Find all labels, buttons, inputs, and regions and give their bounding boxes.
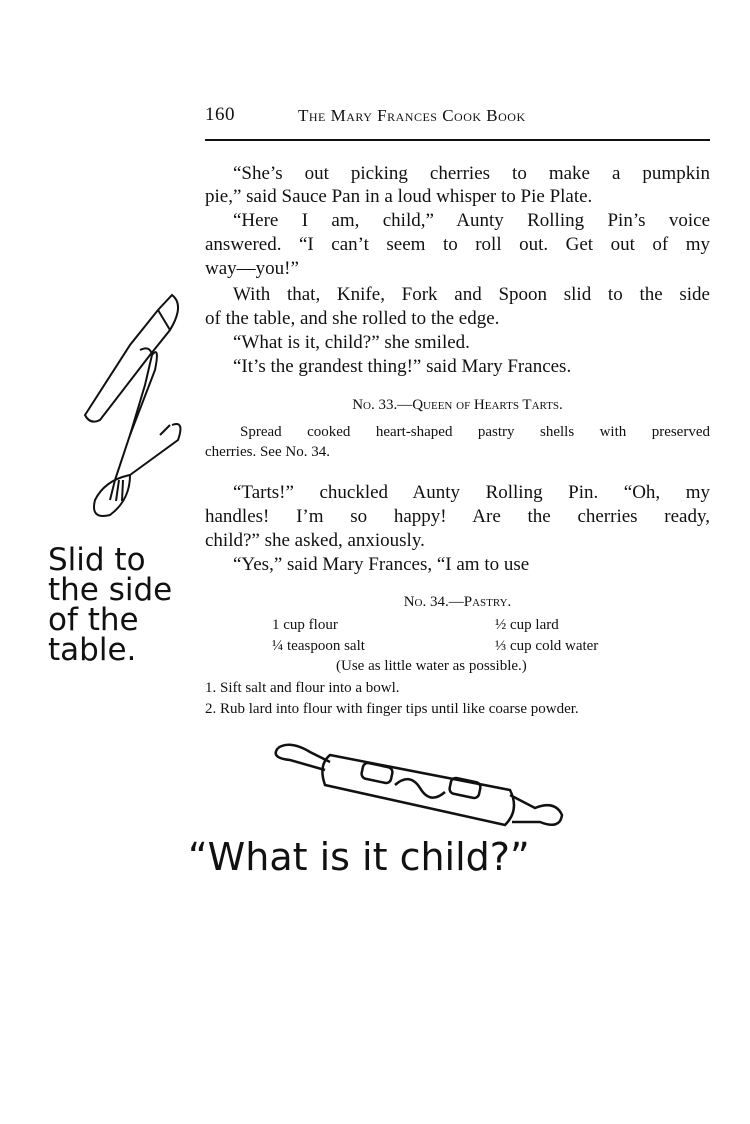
recipe-step: 1. Sift salt and flour into a bowl.: [205, 680, 400, 696]
recipe-34-title: No. 34.—Pastry.: [403, 594, 512, 610]
recipe-note: (Use as little water as possible.): [336, 658, 527, 674]
body-line: “It’s the grandest thing!” said Mary Frances.: [233, 356, 572, 377]
body-line: of the table, and she rolled to the edge.: [205, 308, 500, 329]
caption-line: the side: [48, 572, 173, 608]
recipe-33-line: Spread cooked heart-shaped pastry shells with preserved: [240, 424, 710, 440]
body-line: pie,” said Sauce Pan in a loud whisper to Pie Plate.: [205, 186, 593, 207]
ingredient: ¼ teaspoon salt: [272, 638, 365, 654]
recipe-33-title: No. 33.—Queen of Hearts Tarts.: [352, 397, 563, 413]
caption-line: Slid to: [48, 542, 146, 578]
body-line: “Here I am, child,” Aunty Rolling Pin’s voice: [233, 210, 710, 231]
rolling-pin-illustration: [270, 740, 570, 850]
bottom-caption: “What is it child?”: [188, 835, 530, 879]
page-number: 160: [205, 104, 235, 125]
body-line: “What is it, child?” she smiled.: [233, 332, 470, 353]
caption-line: table.: [48, 632, 137, 668]
recipe-step: 2. Rub lard into flour with finger tips until like coarse powder.: [205, 701, 579, 717]
body-line: child?” she asked, anxiously.: [205, 530, 425, 551]
body-line: way—you!”: [205, 258, 299, 279]
ingredient: 1 cup flour: [272, 617, 338, 633]
knife-fork-spoon-illustration: [60, 285, 190, 535]
body-line: “Yes,” said Mary Frances, “I am to use: [233, 554, 530, 575]
left-caption: [48, 542, 188, 668]
caption-line: of the: [48, 602, 139, 638]
body-line: With that, Knife, Fork and Spoon slid to the side: [233, 284, 710, 305]
header-rule: [205, 139, 710, 141]
body-line: “Tarts!” chuckled Aunty Rolling Pin. “Oh, my: [233, 482, 710, 503]
running-title: The Mary Frances Cook Book: [298, 106, 526, 125]
body-line: handles! I’m so happy! Are the cherries ready,: [205, 506, 710, 527]
ingredient: ½ cup lard: [495, 617, 559, 633]
recipe-33-line: cherries. See No. 34.: [205, 444, 330, 460]
ingredient: ⅓ cup cold water: [495, 638, 599, 654]
body-line: answered. “I can’t seem to roll out. Get out of my: [205, 234, 710, 255]
body-line: “She’s out picking cherries to make a pumpkin: [233, 163, 710, 184]
